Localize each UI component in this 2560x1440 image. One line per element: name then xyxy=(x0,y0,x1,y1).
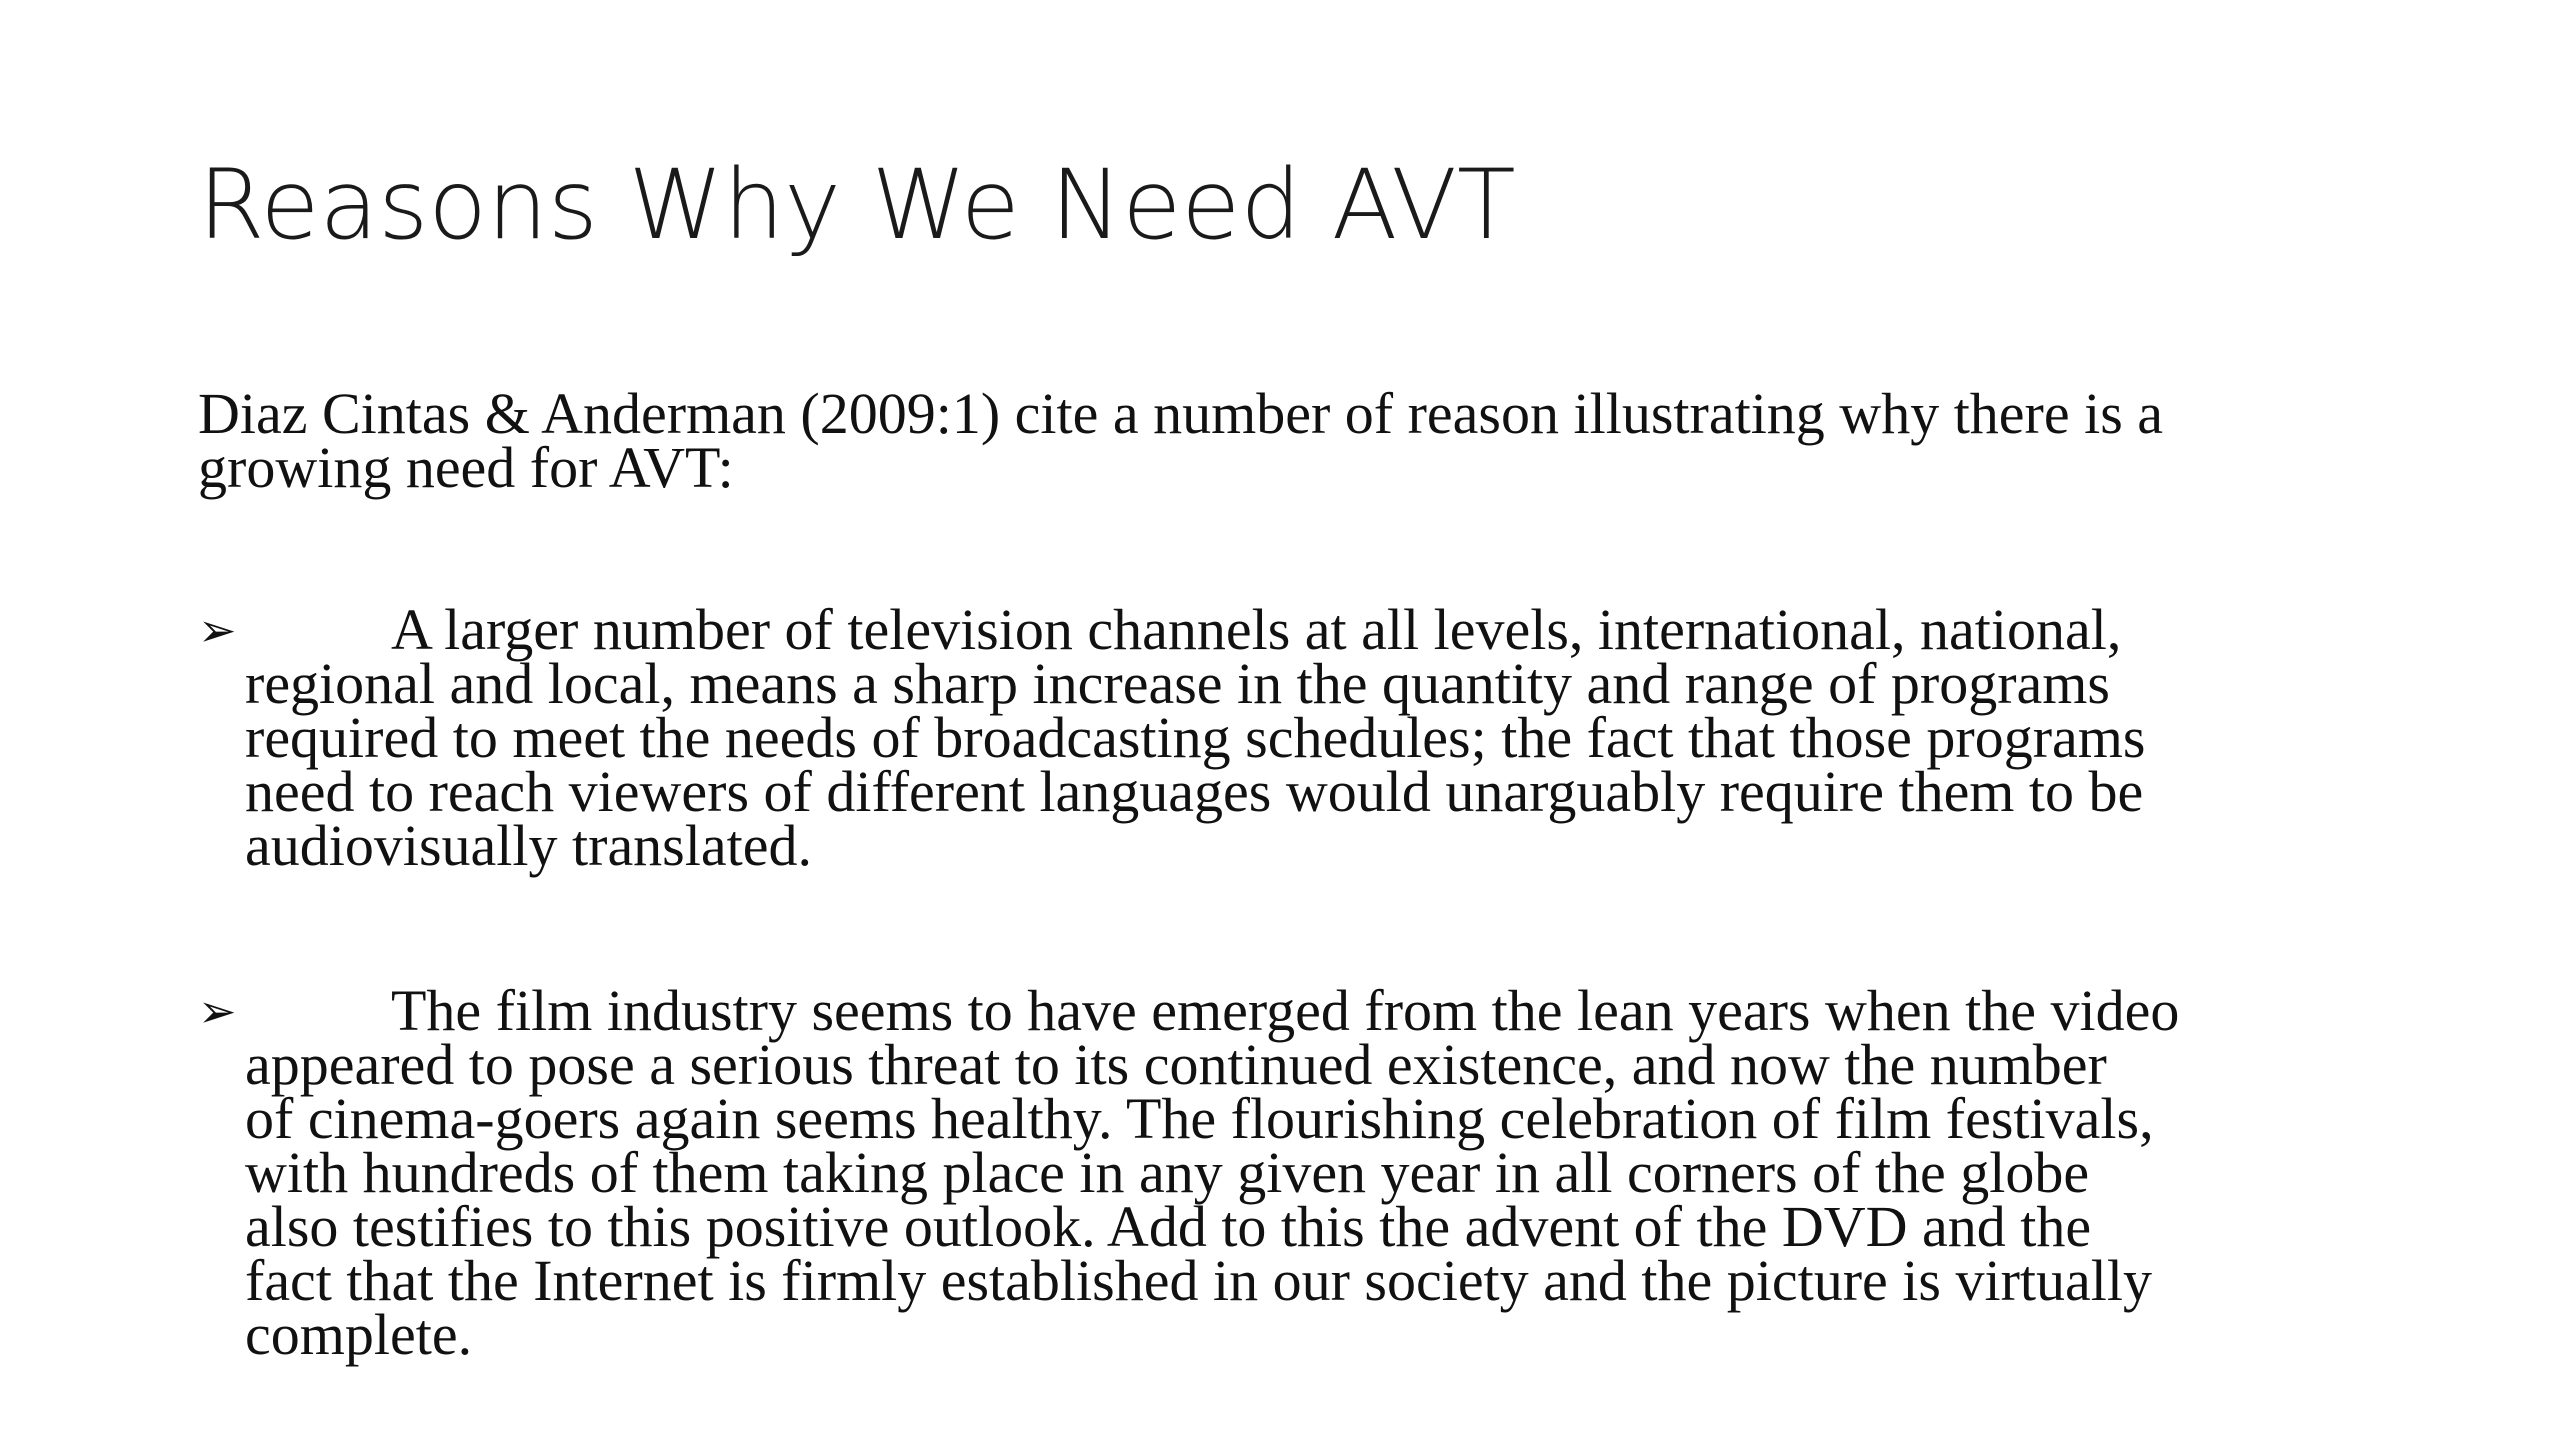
bullet-line: fact that the Internet is firmly established in our society and the picture is virtually xyxy=(245,1248,2153,1313)
bullet-line: regional and local, means a sharp increase in the quantity and range of programs xyxy=(245,651,2110,716)
bullet-line: The film industry seems to have emerged from the lean years when the video xyxy=(391,978,2180,1043)
arrow-bullet-icon: ➢ xyxy=(198,984,237,1038)
bullet-line: need to reach viewers of different languages would unarguably require them to be xyxy=(245,759,2144,824)
intro-line: growing need for AVT: xyxy=(198,435,734,500)
slide-title: Reasons Why We Need AVT xyxy=(198,149,1516,261)
intro-paragraph xyxy=(198,381,2438,500)
intro-line: Diaz Cintas & Anderman (2009:1) cite a number of reason illustrating why there is a xyxy=(198,381,2164,446)
bullet-line: of cinema-goers again seems healthy. The flourishing celebration of film festivals, xyxy=(245,1086,2154,1151)
bullet-text xyxy=(245,597,2445,878)
bullet-line: appeared to pose a serious threat to its continued existence, and now the number xyxy=(245,1032,2107,1097)
arrow-bullet-icon: ➢ xyxy=(198,603,237,657)
bullet-text xyxy=(245,978,2445,1367)
bullet-line: required to meet the needs of broadcasting schedules; the fact that those programs xyxy=(245,705,2146,770)
bullet-line: also testifies to this positive outlook. Add to this the advent of the DVD and the xyxy=(245,1194,2092,1259)
bullet-line: A larger number of television channels at all levels, international, national, xyxy=(391,597,2122,662)
bullet-line: audiovisually translated. xyxy=(245,813,812,878)
bullet-line: with hundreds of them taking place in any given year in all corners of the globe xyxy=(245,1140,2090,1205)
bullet-line: complete. xyxy=(245,1302,473,1367)
